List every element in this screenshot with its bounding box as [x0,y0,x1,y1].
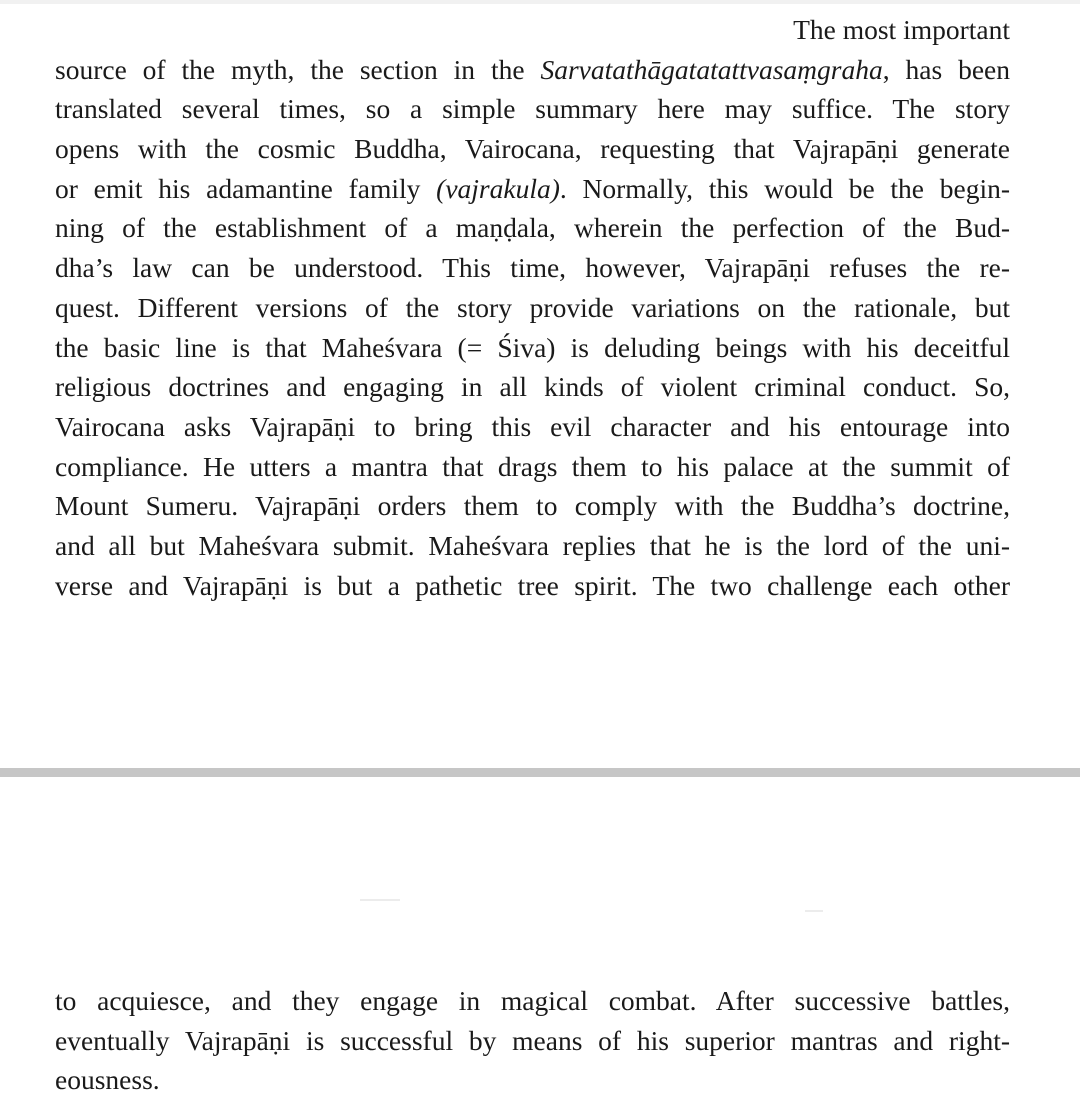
text-line: or emit his adamantine family (vajrakula). Normally, this would be the begin- [55,172,1011,204]
italic-term: (vajrakula) [436,172,560,204]
text-line: translated several times, so a simple summary here may suffice. The story [55,93,1010,125]
text-line: ning of the establishment of a maṇḍala, wherein the perfection of the Bud- [55,212,1010,244]
text-line: The most important [793,14,1010,45]
text-line: verse and Vajrapāṇi is but a pathetic tree spirit. The two challenge each other [55,569,1010,601]
text-line: dha’s law can be understood. This time, however, Vajrapāṇi refuses the re- [55,252,1010,284]
page-divider [0,768,1080,777]
lower-page-text [55,981,1010,1100]
text-line: opens with the cosmic Buddha, Vairocana, requesting that Vajrapāṇi generate [55,133,1010,165]
text-line: Mount Sumeru. Vajrapāṇi orders them to comply with the Buddha’s doctrine, [55,490,1010,522]
text-line: quest. Different versions of the story provide variations on the rationale, but [55,291,1010,323]
text-line: and all but Maheśvara submit. Maheśvara replies that he is the lord of the uni- [55,529,1010,561]
scan-artifact [360,899,400,901]
text-line: the basic line is that Maheśvara (= Śiva) is deluding beings with his deceitful [55,331,1010,363]
scan-artifact [805,910,823,912]
text-line: to acquiesce, and they engage in magical combat. After successive battles, [55,985,1010,1016]
text-line: religious doctrines and engaging in all kinds of violent criminal conduct. So, [55,371,1010,403]
upper-page-text [55,10,1010,605]
italic-title: Sarvatathāgatatattvasaṃgraha [540,53,883,85]
text-line: source of the myth, the section in the Sarvatathāgatatattvasaṃgraha, has been [55,53,1010,85]
text-line: compliance. He utters a mantra that drags them to his palace at the summit of [55,450,1010,482]
text-line: eousness. [55,1064,160,1096]
page-top-edge [0,0,1080,4]
text-line: Vairocana asks Vajrapāṇi to bring this evil character and his entourage into [55,410,1010,442]
text-line: eventually Vajrapāṇi is successful by means of his superior mantras and right- [55,1024,1010,1056]
